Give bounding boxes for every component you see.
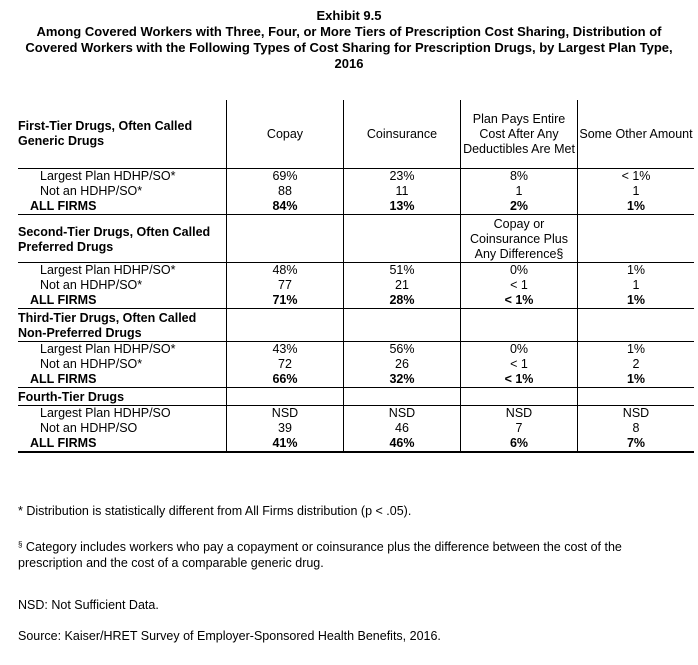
- cell-coinsurance: 32%: [344, 372, 461, 388]
- table-row: [18, 263, 694, 279]
- row-label: Largest Plan HDHP/SO*: [18, 263, 227, 279]
- table-row: [18, 357, 694, 372]
- table-row: [18, 421, 694, 436]
- cell-coinsurance: 28%: [344, 293, 461, 309]
- cost-sharing-table: [18, 100, 694, 453]
- table-row: [18, 184, 694, 199]
- col-plan-pays: Plan Pays Entire Cost After Any Deductibles Are Met: [461, 100, 578, 169]
- tier2-plan-heading: Copay or Coinsurance Plus Any Difference§: [461, 215, 578, 263]
- cell-copay: 77: [227, 278, 344, 293]
- cell-copay: 39: [227, 421, 344, 436]
- footnote-section: [18, 539, 688, 571]
- cell-plan-pays: 1: [461, 184, 578, 199]
- cell-copay: 88: [227, 184, 344, 199]
- cell-other: 1%: [578, 199, 695, 215]
- row-label: Largest Plan HDHP/SO*: [18, 342, 227, 358]
- cell-plan-pays: 7: [461, 421, 578, 436]
- table-row-total: [18, 436, 694, 452]
- tier3-heading: Third-Tier Drugs, Often Called Non-Preferred Drugs: [18, 309, 227, 342]
- table-row: [18, 169, 694, 185]
- source-note: Source: Kaiser/HRET Survey of Employer-Sponsored Health Benefits, 2016.: [18, 629, 441, 643]
- cell-other: 1%: [578, 293, 695, 309]
- row-label: ALL FIRMS: [30, 293, 97, 307]
- cell-other: 1: [578, 278, 695, 293]
- cell-copay: 71%: [227, 293, 344, 309]
- cell-other: 1%: [578, 342, 695, 358]
- table-row-total: [18, 293, 694, 309]
- row-label: ALL FIRMS: [30, 372, 97, 386]
- cell-coinsurance: 46%: [344, 436, 461, 452]
- cell-copay: 84%: [227, 199, 344, 215]
- footnote-section-text: Category includes workers who pay a copayment or coinsurance plus the difference between the cost of the prescription and the cost of a comparable generic drug.: [18, 540, 622, 570]
- cell-other: 2: [578, 357, 695, 372]
- tier1-heading: First-Tier Drugs, Often Called Generic Drugs: [18, 119, 193, 148]
- cell-coinsurance: 23%: [344, 169, 461, 185]
- exhibit-title: Among Covered Workers with Three, Four, or More Tiers of Prescription Cost Sharing, Distribution of Covered Workers with the Following Types of Cost Sharing for Prescription Drugs, by Largest Plan Type, 2016: [25, 24, 673, 71]
- cell-coinsurance: 51%: [344, 263, 461, 279]
- cell-plan-pays: 8%: [461, 169, 578, 185]
- table-row: [18, 406, 694, 422]
- cell-plan-pays: 6%: [461, 436, 578, 452]
- row-label: Not an HDHP/SO*: [40, 278, 143, 292]
- cell-copay: NSD: [227, 406, 344, 422]
- cell-copay: 48%: [227, 263, 344, 279]
- cell-other: 1: [578, 184, 695, 199]
- cell-copay: 41%: [227, 436, 344, 452]
- table-row-total: [18, 199, 694, 215]
- footnote-nsd: NSD: Not Sufficient Data.: [18, 598, 159, 612]
- cell-copay: 72: [227, 357, 344, 372]
- cell-plan-pays: 0%: [461, 342, 578, 358]
- cell-other: 7%: [578, 436, 695, 452]
- cell-coinsurance: 11: [344, 184, 461, 199]
- cell-other: 1%: [578, 372, 695, 388]
- cell-copay: 43%: [227, 342, 344, 358]
- section-heading-row: [18, 388, 694, 406]
- cell-copay: 66%: [227, 372, 344, 388]
- row-label: Not an HDHP/SO: [40, 421, 138, 435]
- cell-coinsurance: NSD: [344, 406, 461, 422]
- cell-plan-pays: < 1%: [461, 372, 578, 388]
- cell-other: < 1%: [578, 169, 695, 185]
- cell-coinsurance: 21: [344, 278, 461, 293]
- cell-plan-pays: 2%: [461, 199, 578, 215]
- table-row: [18, 278, 694, 293]
- row-label: Largest Plan HDHP/SO: [18, 406, 227, 422]
- row-label: ALL FIRMS: [30, 199, 97, 213]
- row-label: Not an HDHP/SO*: [40, 184, 143, 198]
- row-label: ALL FIRMS: [18, 436, 227, 452]
- cell-coinsurance: 56%: [344, 342, 461, 358]
- cell-other: 1%: [578, 263, 695, 279]
- table-row: [18, 342, 694, 358]
- row-label: Not an HDHP/SO*: [40, 357, 143, 371]
- table-header-row: [18, 100, 694, 169]
- tier2-heading: Second-Tier Drugs, Often Called Preferred Drugs: [18, 215, 227, 263]
- row-label: Largest Plan HDHP/SO*: [18, 169, 227, 185]
- cell-plan-pays: < 1: [461, 357, 578, 372]
- cell-coinsurance: 13%: [344, 199, 461, 215]
- cell-other: 8: [578, 421, 695, 436]
- table-row-total: [18, 372, 694, 388]
- footnote-asterisk: * Distribution is statistically different from All Firms distribution (p < .05).: [18, 504, 412, 518]
- exhibit-number: Exhibit 9.5: [316, 8, 382, 23]
- col-coinsurance: Coinsurance: [344, 100, 461, 169]
- section-mark: §: [18, 540, 23, 549]
- col-other: Some Other Amount: [578, 100, 695, 169]
- col-copay: Copay: [227, 100, 344, 169]
- cell-plan-pays: NSD: [461, 406, 578, 422]
- tier4-heading: Fourth-Tier Drugs: [18, 388, 227, 406]
- cell-copay: 69%: [227, 169, 344, 185]
- cell-plan-pays: < 1: [461, 278, 578, 293]
- cell-coinsurance: 26: [344, 357, 461, 372]
- cell-other: NSD: [578, 406, 695, 422]
- section-heading-row: [18, 309, 694, 342]
- cell-plan-pays: 0%: [461, 263, 578, 279]
- section-heading-row: [18, 215, 694, 263]
- cell-plan-pays: < 1%: [461, 293, 578, 309]
- cell-coinsurance: 46: [344, 421, 461, 436]
